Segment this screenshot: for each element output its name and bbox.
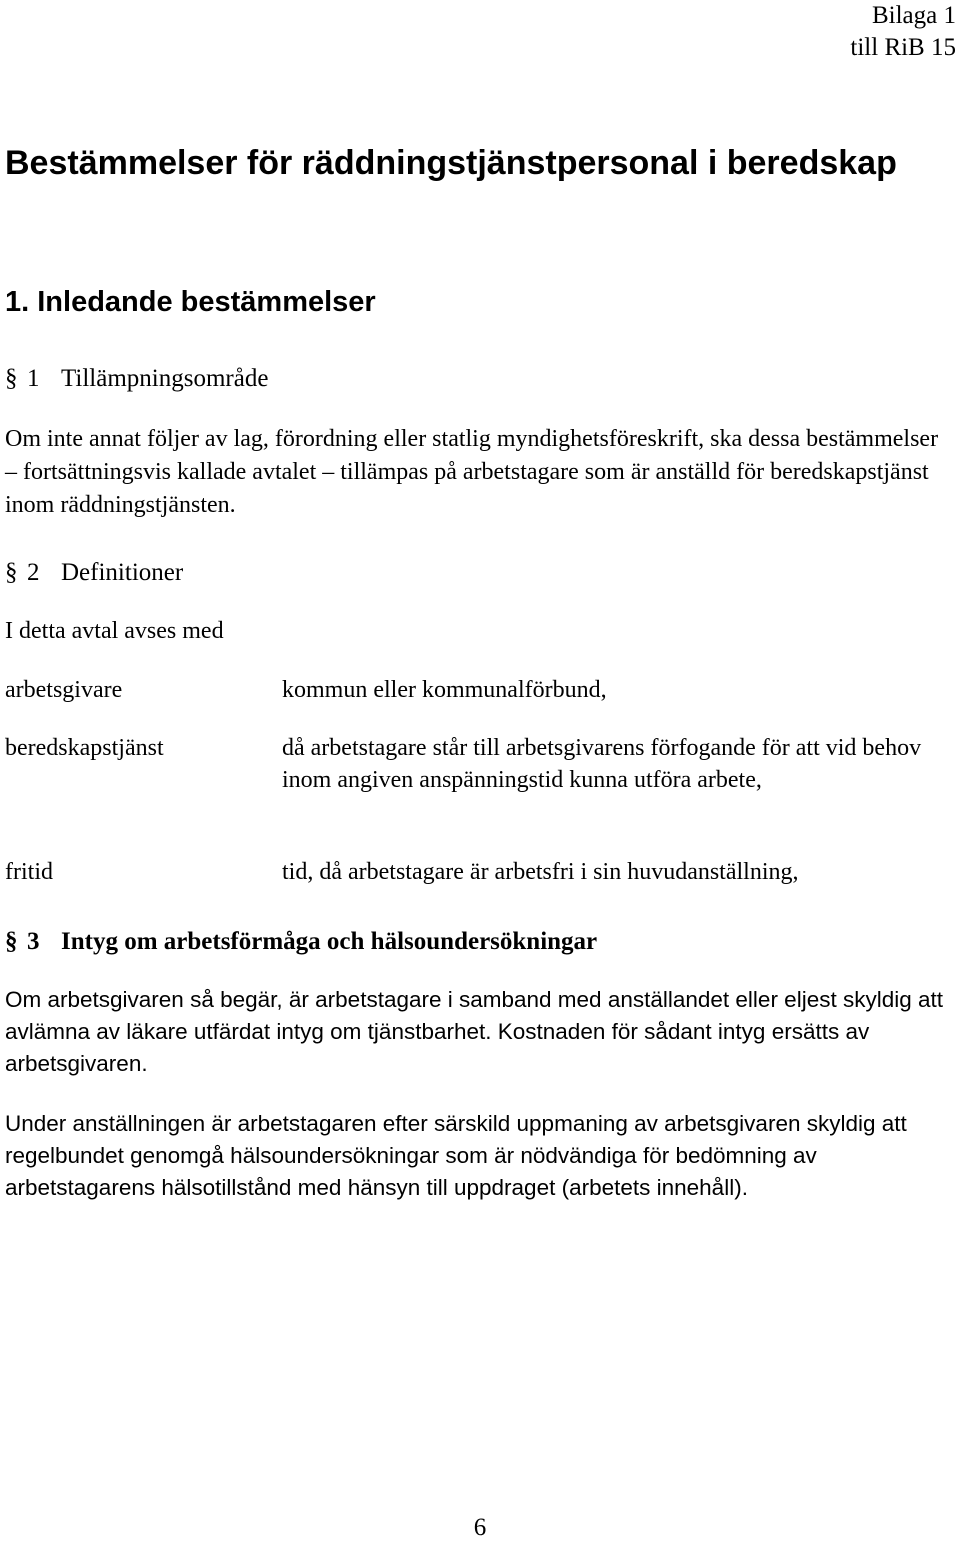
attachment-label	[850, 0, 956, 64]
section-number: 2	[27, 559, 40, 586]
section-symbol: §	[5, 365, 18, 392]
definition-term: fritid	[5, 859, 53, 885]
attachment-label-line1: Bilaga 1	[871, 2, 956, 29]
section-symbol: §	[5, 928, 18, 955]
definition-text: då arbetstagare står till arbetsgivarens förfogande för att vid behov inom angiven anspänningstid kunna utföra arbete,	[282, 735, 922, 793]
definition-text: kommun eller kommunalförbund,	[282, 677, 607, 703]
section-number: 1	[27, 365, 40, 392]
section-symbol: §	[5, 559, 18, 586]
chapter-heading: 1. Inledande bestämmelser	[5, 286, 376, 318]
definition-term: beredskapstjänst	[5, 735, 164, 761]
section-title: Intyg om arbetsförmåga och hälsoundersökningar	[61, 928, 598, 955]
page-number: 6	[473, 1514, 487, 1541]
section-3-paragraph-1: Om arbetsgivaren så begär, är arbetstagare i samband med anställandet eller eljest skyldig att avlämna av läkare utfärdat intyg om tjänstbarhet. Kostnaden för sådant intyg ersätts av arbetsgivaren.	[5, 987, 944, 1076]
attachment-label-line2: till RiB 15	[850, 34, 956, 61]
section-1-heading	[5, 363, 268, 395]
section-1-body: Om inte annat följer av lag, förordning eller statlig myndighetsföreskrift, ska dessa bestämmelser – fortsättningsvis kallade avtalet – tillämpas på arbetstagare som är anställd för beredskapstjänst inom räddningstjänsten.	[5, 426, 939, 518]
definition-text: tid, då arbetstagare är arbetsfri i sin huvudanställning,	[282, 859, 799, 885]
section-title: Definitioner	[61, 559, 184, 586]
definitions-intro: I detta avtal avses med	[5, 618, 224, 644]
section-number: 3	[27, 928, 40, 955]
section-title: Tillämpningsområde	[61, 365, 269, 392]
document-title: Bestämmelser för räddningstjänstpersonal i beredskap	[5, 144, 897, 182]
section-2-heading	[5, 557, 183, 589]
definition-term: arbetsgivare	[5, 677, 123, 703]
section-3-heading	[5, 926, 597, 958]
section-3-paragraph-2: Under anställningen är arbetstagaren efter särskild uppmaning av arbetsgivaren skyldig att regelbundet genomgå hälsoundersökningar som är nödvändiga för bedömning av arbetstagarens hälsotillstånd med hänsyn till uppdraget (arbetets innehåll).	[5, 1111, 907, 1200]
